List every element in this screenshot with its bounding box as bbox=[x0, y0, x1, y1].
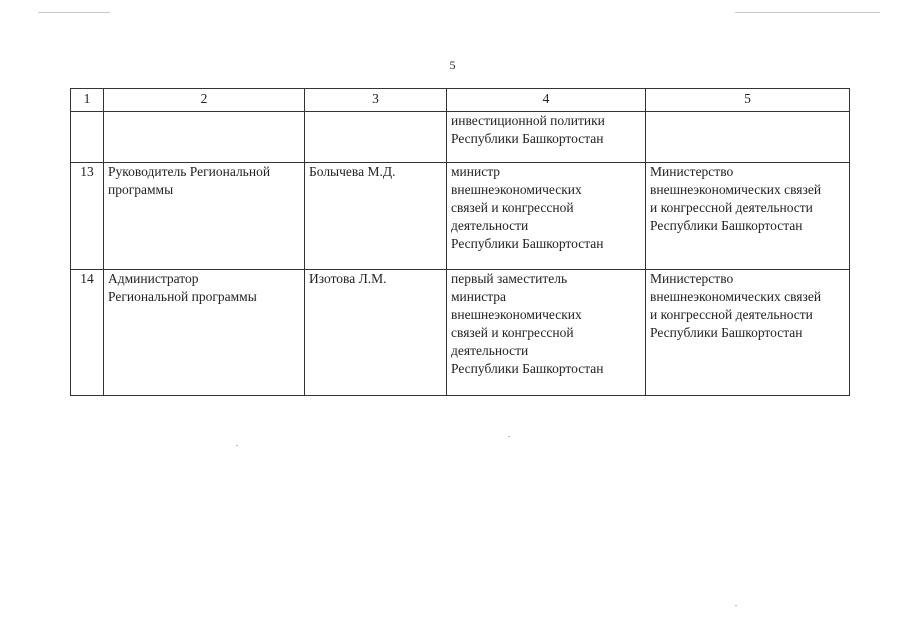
header-col-5: 5 bbox=[646, 89, 850, 112]
role-line: Региональной программы bbox=[108, 289, 257, 304]
scan-speck bbox=[508, 436, 510, 437]
position-line: министра bbox=[451, 289, 507, 304]
scan-top-line-right bbox=[735, 12, 880, 13]
table-row-continuation bbox=[71, 112, 850, 163]
role-cell bbox=[104, 163, 305, 270]
organization-line: Министерство bbox=[650, 271, 734, 286]
name-cell: Изотова Л.М. bbox=[305, 270, 447, 396]
row-number-cell: 13 bbox=[71, 163, 104, 270]
organization-line: Министерство bbox=[650, 164, 734, 179]
position-line: Республики Башкортостан bbox=[451, 361, 604, 376]
position-cell bbox=[447, 112, 646, 163]
role-cell bbox=[104, 112, 305, 163]
role-cell bbox=[104, 270, 305, 396]
position-line: связей и конгрессной bbox=[451, 325, 574, 340]
position-line: деятельности bbox=[451, 218, 529, 233]
organization-cell bbox=[646, 270, 850, 396]
name-cell: Болычева М.Д. bbox=[305, 163, 447, 270]
role-line: Администратор bbox=[108, 271, 199, 286]
position-line: деятельности bbox=[451, 343, 529, 358]
row-number-cell: 14 bbox=[71, 270, 104, 396]
header-row bbox=[71, 89, 850, 112]
organization-line: Республики Башкортостан bbox=[650, 218, 803, 233]
position-cell bbox=[447, 270, 646, 396]
header-col-3: 3 bbox=[305, 89, 447, 112]
position-line: внешнеэкономических bbox=[451, 307, 582, 322]
header-col-4: 4 bbox=[447, 89, 646, 112]
organization-cell bbox=[646, 112, 850, 163]
organization-line: внешнеэкономических связей bbox=[650, 289, 822, 304]
page-number: 5 bbox=[449, 58, 456, 72]
organization-line: внешнеэкономических связей bbox=[650, 182, 822, 197]
position-line: связей и конгрессной bbox=[451, 200, 574, 215]
position-line: инвестиционной политики bbox=[451, 113, 605, 128]
scan-speck bbox=[236, 445, 238, 446]
organization-line: и конгрессной деятельности bbox=[650, 200, 813, 215]
officials-table bbox=[70, 88, 850, 396]
position-line: первый заместитель bbox=[451, 271, 568, 286]
role-line: Руководитель Региональной bbox=[108, 164, 271, 179]
table-row-14 bbox=[71, 270, 850, 396]
header-col-2: 2 bbox=[104, 89, 305, 112]
scan-speck bbox=[735, 605, 737, 606]
header-col-1: 1 bbox=[71, 89, 104, 112]
position-line: Республики Башкортостан bbox=[451, 236, 604, 251]
role-line: программы bbox=[108, 182, 174, 197]
position-line: Республики Башкортостан bbox=[451, 131, 604, 146]
table-row-13 bbox=[71, 163, 850, 270]
position-cell bbox=[447, 163, 646, 270]
position-line: министр bbox=[451, 164, 501, 179]
organization-cell bbox=[646, 163, 850, 270]
position-line: внешнеэкономических bbox=[451, 182, 582, 197]
row-number-cell bbox=[71, 112, 104, 163]
organization-line: и конгрессной деятельности bbox=[650, 307, 813, 322]
organization-line: Республики Башкортостан bbox=[650, 325, 803, 340]
name-cell bbox=[305, 112, 447, 163]
scan-top-line-left bbox=[38, 12, 110, 13]
